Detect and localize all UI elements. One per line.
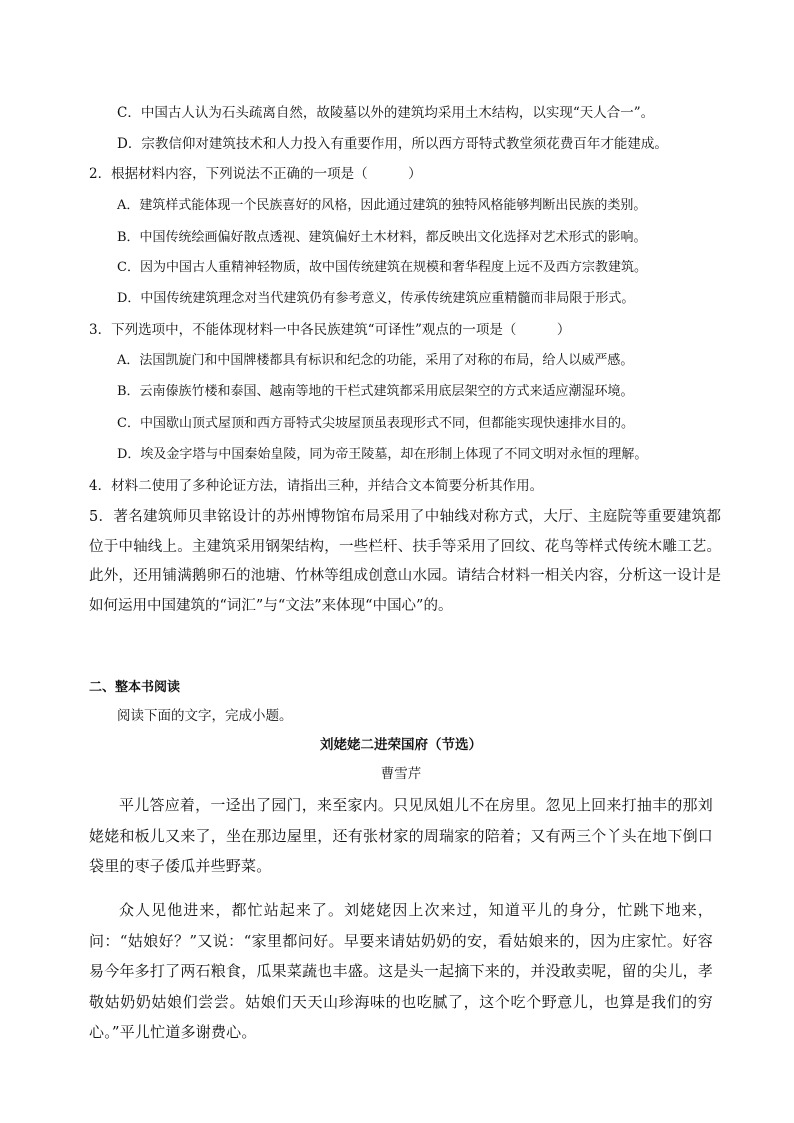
q4-stem: 4．材料二使用了多种论证方法，请指出三种，并结合文本简要分析其作用。 — [89, 478, 544, 494]
passage-author: 曹雪芹 — [380, 766, 422, 782]
q1-option-c: C．中国古人认为石头疏离自然，故陵墓以外的建筑均采用土木结构，以实现“天人合一”。 — [117, 105, 655, 121]
q3-option-a: A．法国凯旋门和中国牌楼都具有标识和纪念的功能，采用了对称的布局，给人以威严感。 — [117, 353, 634, 368]
passage-title: 刘姥姥二进荣国府（节选） — [320, 737, 482, 753]
passage-paragraph-2: 众人见他进来，都忙站起来了。刘姥姥因上次来过，知道平儿的身分，忙跳下地来，问：“姑娘好？”又说：“家里都问好。早要来请姑奶奶的安，看姑娘来的，因为庄家忙。好容易今年多打了两石粮食，瓜果菜蔬也丰盛。这是头一起摘下来的，并没敢卖呢，留的尖儿，孝敬姑奶奶姑娘们尝尝。姑娘们天天山珍海味的也吃腻了，这个吃个野意儿，也算是我们的穷心。”平儿忙道多谢费心。 — [89, 901, 713, 1041]
q3-option-b: B．云南傣族竹楼和泰国、越南等地的干栏式建筑都采用底层架空的方式来适应潮湿环境。 — [117, 384, 634, 399]
section-instruction: 阅读下面的文字，完成小题。 — [117, 708, 293, 724]
q5-stem: 5．著名建筑师贝聿铭设计的苏州博物馆布局采用了中轴线对称方式，大厅、主庭院等重要建筑都位于中轴线上。主建筑采用钢架结构，一些栏杆、扶手等采用了回纹、花鸟等样式传统木雕工艺。此外，还用铺满鹅卵石的池塘、竹林等组成创意山水园。请结合材料一相关内容，分析这一设计是如何运用中国建筑的“词汇”与“文法”来体现“中国心”的。 — [89, 509, 721, 614]
q2-option-a: A．建筑样式能体现一个民族喜好的风格，因此通过建筑的独特风格能够判断出民族的类别。 — [117, 198, 647, 213]
q1-option-d: D．宗教信仰对建筑技术和人力投入有重要作用，所以西方哥特式教堂须花费百年才能建成。 — [117, 136, 668, 152]
passage-paragraph-1: 平儿答应着，一迳出了园门，来至家内。只见凤姐儿不在房里。忽见上回来打抽丰的那刘姥姥和板儿又来了，坐在那边屋里，还有张材家的周瑞家的陪着；又有两三个丫头在地下倒口袋里的枣子倭瓜并些野菜。 — [89, 796, 713, 875]
q2-option-c: C．因为中国古人重精神轻物质，故中国传统建筑在规模和奢华程度上远不及西方宗教建筑。 — [117, 260, 647, 275]
q3-option-c: C．中国歇山顶式屋顶和西方哥特式尖坡屋顶虽表现形式不同，但都能实现快速排水目的。 — [117, 416, 634, 431]
q3-option-d: D．埃及金字塔与中国秦始皇陵，同为帝王陵墓，却在形制上体现了不同文明对永恒的理解。 — [117, 447, 648, 462]
q2-stem: 2．根据材料内容，下列说法不正确的一项是（ ） — [89, 166, 422, 182]
q3-stem: 3．下列选项中，不能体现材料一中各民族建筑“可译性”观点的一项是（ ） — [89, 322, 571, 338]
q2-option-b: B．中国传统绘画偏好散点透视、建筑偏好土木材料，都反映出文化选择对艺术形式的影响。 — [117, 230, 647, 245]
section-heading: 二、整本书阅读 — [89, 680, 181, 695]
q2-option-d: D．中国传统建筑理念对当代建筑仍有参考意义，传承传统建筑应重精髓而非局限于形式。 — [117, 291, 635, 306]
